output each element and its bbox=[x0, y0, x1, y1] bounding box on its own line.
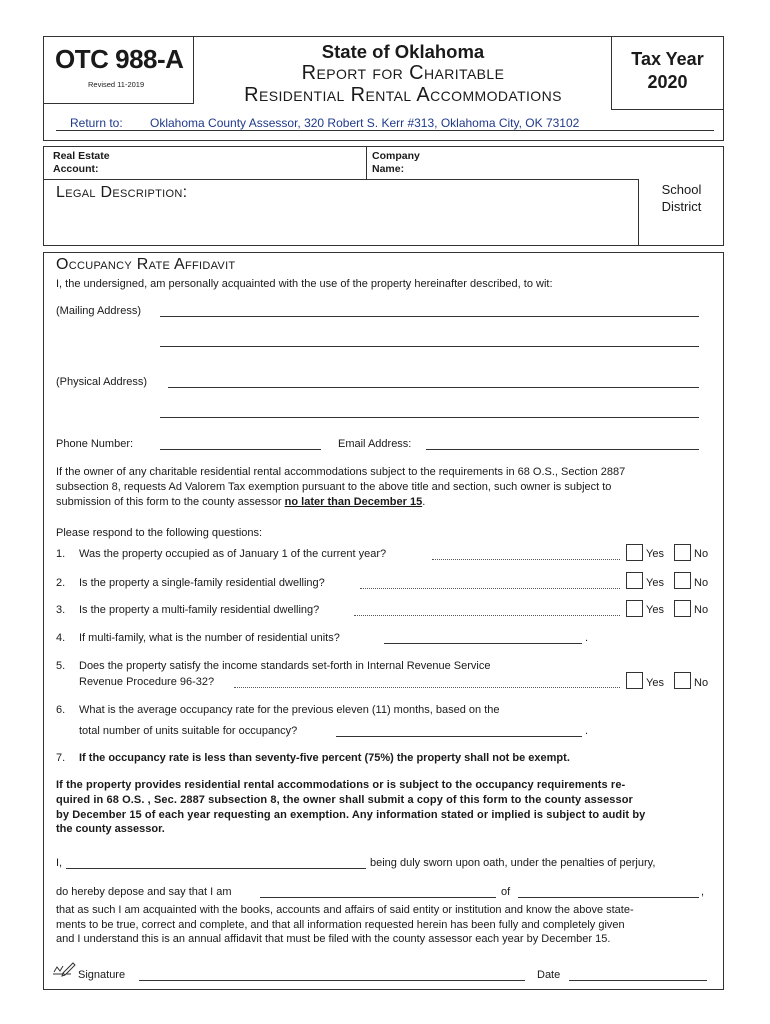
title-line-2: Residential Rental Accommodations bbox=[244, 84, 562, 106]
real-estate-label-2: Account: bbox=[53, 163, 99, 175]
phone-field[interactable] bbox=[160, 449, 321, 450]
paragraph-line-3-text: submission of this form to the county assessor bbox=[56, 496, 285, 508]
mailing-address-line-1[interactable] bbox=[160, 316, 699, 317]
q5-leader bbox=[234, 687, 620, 688]
acquainted-line-2: ments to be true, correct and complete, and that all information requested herein has been fully and completely given bbox=[56, 919, 625, 931]
occupancy-rate-field[interactable] bbox=[336, 736, 582, 737]
q2-yes-label: Yes bbox=[646, 577, 664, 589]
bold-paragraph-line-3: by December 15 of each year requesting an exemption. Any information stated or implied is subject to audit by bbox=[56, 809, 646, 821]
q3-yes-checkbox[interactable] bbox=[626, 600, 643, 617]
q1-number: 1. bbox=[56, 548, 66, 560]
q2-no-label: No bbox=[694, 577, 709, 589]
of-text: of bbox=[501, 886, 511, 898]
deadline-emphasis: no later than December 15 bbox=[284, 496, 423, 508]
q5-number: 5. bbox=[56, 660, 66, 672]
entity-name-field[interactable] bbox=[518, 897, 699, 898]
questions-intro: Please respond to the following questions: bbox=[56, 527, 263, 539]
oath-i: I, bbox=[56, 857, 63, 869]
bold-paragraph-line-4: the county assessor. bbox=[56, 823, 165, 835]
q5-text-line-1: Does the property satisfy the income standards set-forth in Internal Revenue Service bbox=[79, 660, 491, 672]
q1-no-label: No bbox=[694, 548, 709, 560]
tax-year-value: 2020 bbox=[647, 72, 688, 92]
date-label: Date bbox=[537, 969, 561, 981]
pen-icon bbox=[51, 961, 77, 977]
q4-number: 4. bbox=[56, 632, 66, 644]
tax-year-label: Tax Year bbox=[631, 49, 704, 69]
q5-no-label: No bbox=[694, 677, 709, 689]
revised-date: Revised 11-2019 bbox=[88, 80, 145, 89]
paragraph-line-1: If the owner of any charitable residential rental accommodations subject to the requirements in 68 O.S., Section 2887 bbox=[56, 466, 626, 478]
state-heading: State of Oklahoma bbox=[321, 41, 485, 62]
q1-yes-checkbox[interactable] bbox=[626, 544, 643, 561]
bold-paragraph-line-2: quired in 68 O.S. , Sec. 2887 subsection 8, the owner shall submit a copy of this form to the county assessor bbox=[56, 794, 633, 806]
paragraph-line-2: subsection 8, requests Ad Valorem Tax exemption pursuant to the above title and section, such owner is subject to bbox=[56, 481, 612, 493]
signature-field[interactable] bbox=[139, 980, 525, 981]
affidavit-frame bbox=[43, 252, 724, 990]
account-col-divider bbox=[366, 146, 367, 179]
q6-number: 6. bbox=[56, 704, 66, 716]
q6-text-line-2: total number of units suitable for occupancy? bbox=[79, 725, 298, 737]
q3-text: Is the property a multi-family residential dwelling? bbox=[79, 604, 320, 616]
q1-text: Was the property occupied as of January 1 of the current year? bbox=[79, 548, 387, 560]
residential-units-field[interactable] bbox=[384, 643, 582, 644]
depose-text: do hereby depose and say that I am bbox=[56, 886, 232, 898]
q3-yes-label: Yes bbox=[646, 604, 664, 616]
return-to-address: Oklahoma County Assessor, 320 Robert S. Kerr #313, Oklahoma City, OK 73102 bbox=[150, 116, 580, 130]
q3-number: 3. bbox=[56, 604, 66, 616]
q5-text-line-2: Revenue Procedure 96-32? bbox=[79, 676, 215, 688]
affidavit-intro: I, the undersigned, am personally acquainted with the use of the property hereinafter described, to wit: bbox=[56, 278, 553, 290]
acquainted-line-3: and I understand this is an annual affidavit that must be filed with the county assessor each year by December 15. bbox=[56, 933, 611, 945]
company-label-2: Name: bbox=[372, 163, 405, 175]
q4-period: . bbox=[585, 632, 589, 644]
phone-label: Phone Number: bbox=[56, 438, 134, 450]
date-field[interactable] bbox=[569, 980, 707, 981]
q4-text: If multi-family, what is the number of residential units? bbox=[79, 632, 340, 644]
affiant-name-field[interactable] bbox=[66, 868, 366, 869]
physical-address-line-2[interactable] bbox=[160, 417, 699, 418]
q5-yes-checkbox[interactable] bbox=[626, 672, 643, 689]
school-label-1: School bbox=[661, 182, 702, 197]
q2-leader bbox=[360, 588, 620, 589]
q3-leader bbox=[354, 615, 620, 616]
affidavit-heading: Occupancy Rate Affidavit bbox=[56, 256, 236, 273]
physical-address-line-1[interactable] bbox=[168, 387, 699, 388]
mailing-label: (Mailing Address) bbox=[56, 305, 141, 317]
q2-text: Is the property a single-family residential dwelling? bbox=[79, 577, 325, 589]
q6-text-line-1: What is the average occupancy rate for the previous eleven (11) months, based on the bbox=[79, 704, 500, 716]
q5-yes-label: Yes bbox=[646, 677, 664, 689]
q1-leader bbox=[432, 559, 620, 560]
q3-no-label: No bbox=[694, 604, 709, 616]
mailing-address-line-2[interactable] bbox=[160, 346, 699, 347]
legal-description-field[interactable] bbox=[56, 204, 632, 242]
form-id: OTC 988-A bbox=[55, 44, 184, 74]
physical-label: (Physical Address) bbox=[56, 376, 148, 388]
title-line-1: Report for Charitable bbox=[301, 62, 505, 84]
email-label: Email Address: bbox=[338, 438, 412, 450]
real-estate-label-1: Real Estate bbox=[53, 150, 110, 162]
oath-sworn-text: being duly sworn upon oath, under the penalties of perjury, bbox=[370, 857, 656, 869]
of-comma: , bbox=[701, 886, 705, 898]
signature-label: Signature bbox=[78, 969, 126, 981]
company-name-field[interactable] bbox=[420, 150, 718, 176]
return-to-underline bbox=[56, 130, 714, 131]
company-label-1: Company bbox=[372, 150, 420, 162]
q7-number: 7. bbox=[56, 752, 66, 764]
bold-paragraph-line-1: If the property provides residential rental accommodations or is subject to the occupancy requirements re- bbox=[56, 779, 626, 791]
q1-yes-label: Yes bbox=[646, 548, 664, 560]
acquainted-line-1: that as such I am acquainted with the books, accounts and affairs of said entity or institution and know the above state- bbox=[56, 904, 634, 916]
real-estate-account-field[interactable] bbox=[120, 150, 360, 176]
return-to-label: Return to: bbox=[70, 116, 123, 130]
q3-no-checkbox[interactable] bbox=[674, 600, 691, 617]
paragraph-line-3-end: . bbox=[422, 496, 426, 508]
affiant-title-field[interactable] bbox=[260, 897, 496, 898]
q7-text: If the occupancy rate is less than seventy-five percent (75%) the property shall not be exempt. bbox=[79, 752, 570, 764]
legal-description-label: Legal Description: bbox=[56, 184, 188, 201]
q2-no-checkbox[interactable] bbox=[674, 572, 691, 589]
account-row-divider bbox=[43, 179, 639, 180]
school-label-2: District bbox=[661, 199, 702, 214]
email-field[interactable] bbox=[426, 449, 699, 450]
q2-number: 2. bbox=[56, 577, 66, 589]
q2-yes-checkbox[interactable] bbox=[626, 572, 643, 589]
paragraph-line-3 bbox=[56, 496, 425, 508]
q5-no-checkbox[interactable] bbox=[674, 672, 691, 689]
q6-period: . bbox=[585, 725, 589, 737]
q1-no-checkbox[interactable] bbox=[674, 544, 691, 561]
